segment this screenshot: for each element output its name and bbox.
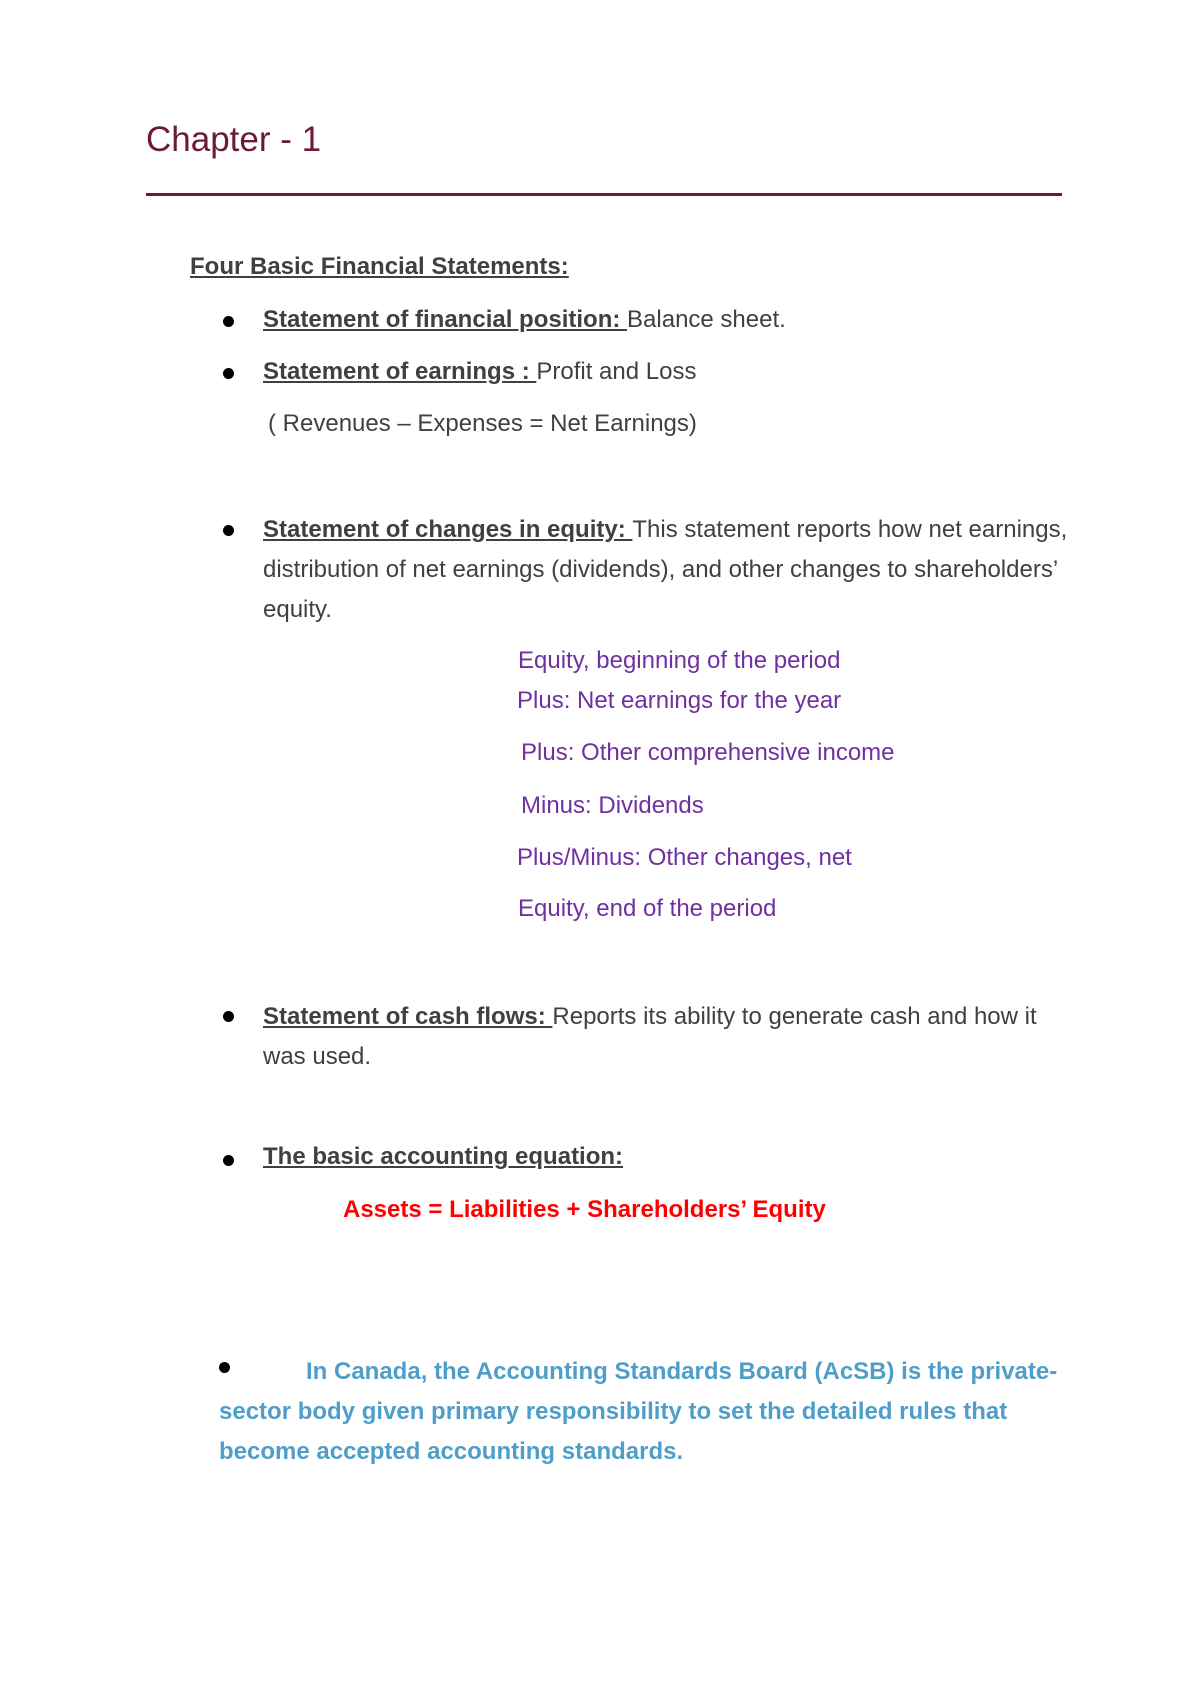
item-text: This statement reports how net earnings, distribution of net earnings (dividends), and other changes to shareholders’ equity. bbox=[263, 516, 1068, 623]
item-label: Statement of financial position: bbox=[263, 306, 628, 333]
bullet-icon bbox=[223, 368, 234, 379]
item-label: Statement of cash flows: bbox=[263, 1003, 553, 1030]
equity-line-beginning: Equity, beginning of the period bbox=[518, 647, 841, 674]
canada-note bbox=[219, 1352, 1079, 1472]
title-divider bbox=[146, 193, 1062, 196]
bullet-icon bbox=[223, 1155, 234, 1166]
list-item-changes-in-equity bbox=[263, 510, 1073, 630]
equity-line-end: Equity, end of the period bbox=[518, 895, 777, 922]
accounting-equation: Assets = Liabilities + Shareholders’ Equity bbox=[343, 1196, 826, 1223]
equity-line-oci: Plus: Other comprehensive income bbox=[521, 739, 895, 766]
item-label: The basic accounting equation: bbox=[263, 1143, 624, 1170]
equity-line-dividends: Minus: Dividends bbox=[521, 792, 704, 819]
item-text: Reports its ability to generate cash and how it was used. bbox=[263, 1003, 1037, 1070]
list-item-cash-flows bbox=[263, 997, 1073, 1077]
earnings-formula: ( Revenues – Expenses = Net Earnings) bbox=[268, 410, 697, 437]
item-label: Statement of earnings : bbox=[263, 358, 537, 385]
bullet-icon bbox=[223, 1011, 234, 1022]
page-title: Chapter - 1 bbox=[146, 120, 322, 159]
canada-note-text: In Canada, the Accounting Standards Board (AcSB) is the private-sector body given primary responsibility to set the detailed rules that become accepted accounting standards. bbox=[219, 1358, 1058, 1465]
list-item-financial-position bbox=[263, 306, 786, 334]
bullet-icon bbox=[223, 316, 234, 327]
equity-line-net-earnings: Plus: Net earnings for the year bbox=[517, 687, 842, 714]
list-item-earnings bbox=[263, 358, 696, 386]
bullet-icon bbox=[223, 525, 234, 536]
item-text: Balance sheet. bbox=[627, 306, 786, 333]
item-text: Profit and Loss bbox=[536, 358, 697, 385]
equity-line-other-changes: Plus/Minus: Other changes, net bbox=[517, 844, 852, 871]
item-label: Statement of changes in equity: bbox=[263, 516, 633, 543]
list-item-accounting-equation bbox=[263, 1143, 623, 1171]
section-heading: Four Basic Financial Statements: bbox=[190, 253, 569, 280]
